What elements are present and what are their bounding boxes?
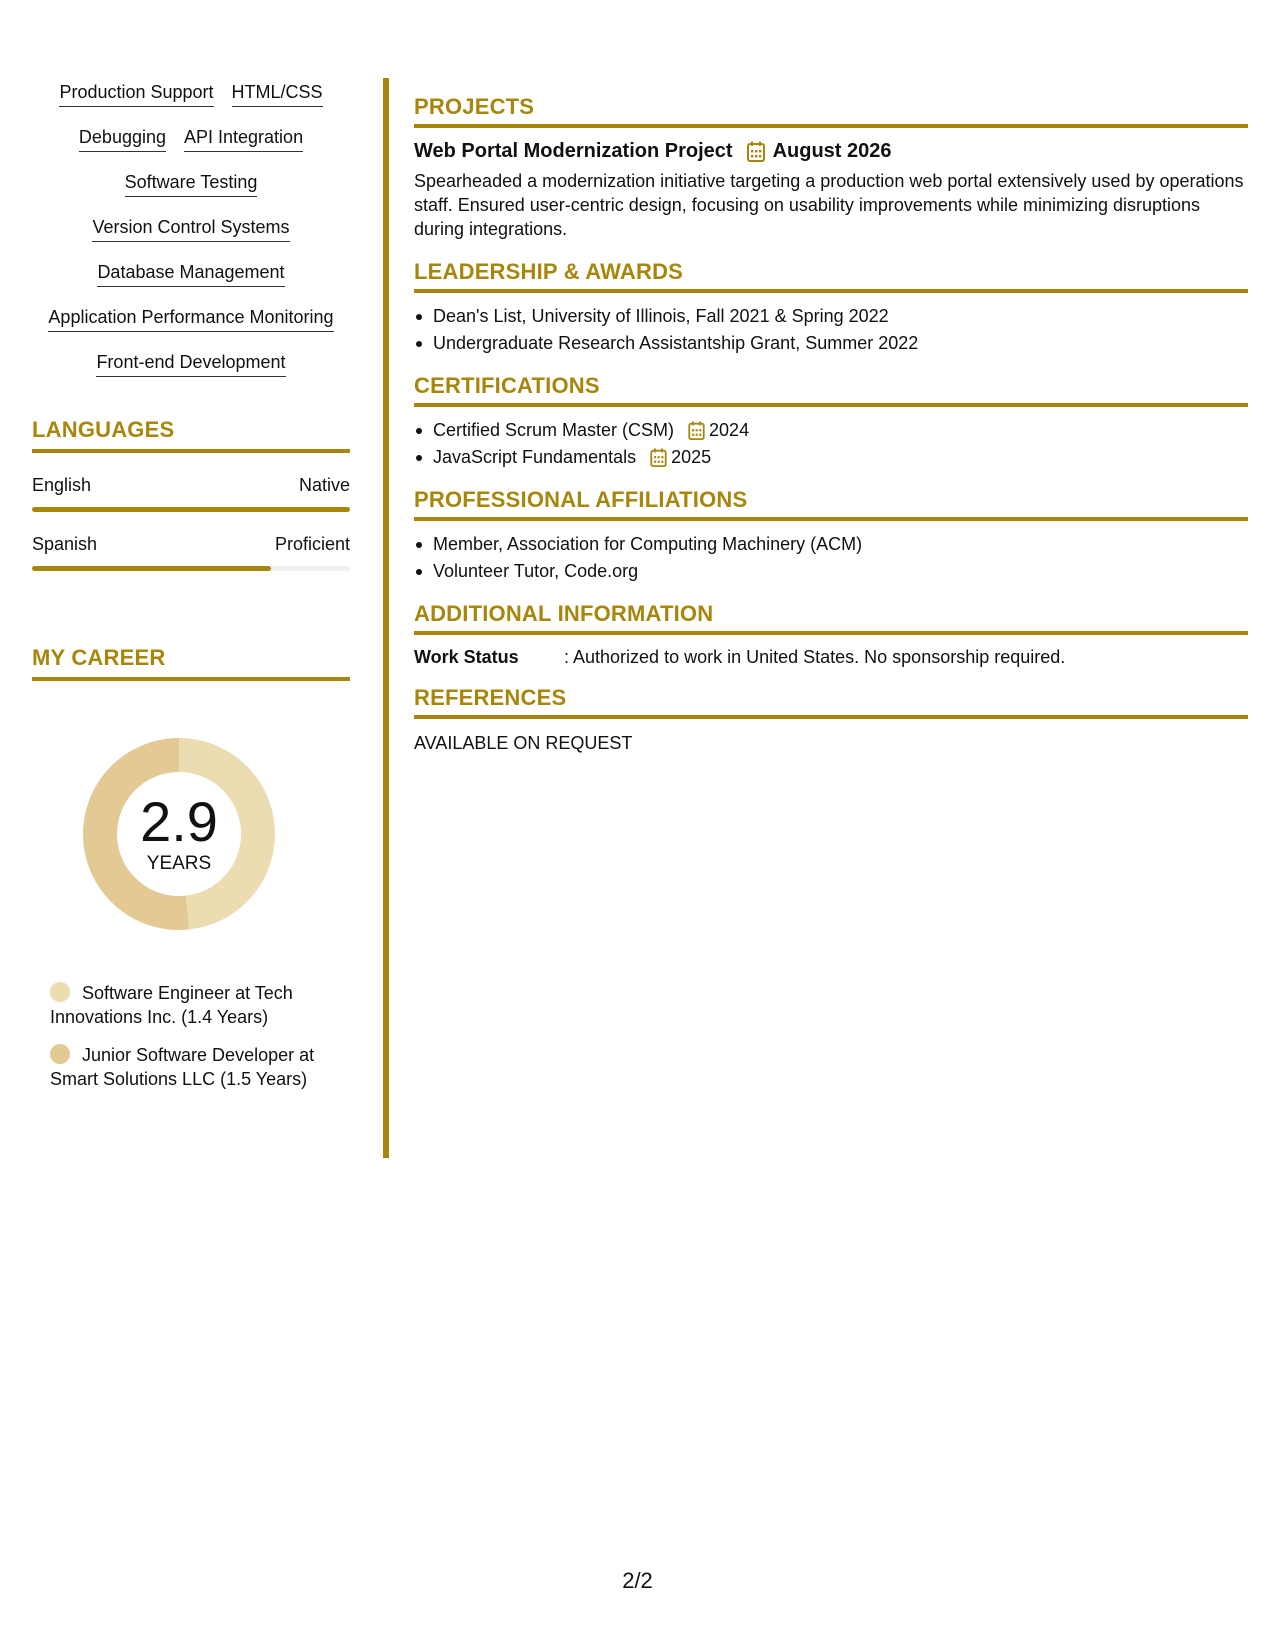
project-title-row bbox=[414, 138, 1248, 164]
sidebar bbox=[32, 80, 350, 1105]
language-name: Spanish bbox=[32, 534, 98, 554]
skills-row bbox=[32, 260, 350, 305]
project-date: August 2026 bbox=[772, 140, 892, 162]
page-number: 2/2 bbox=[622, 1568, 653, 1593]
skills-row bbox=[32, 305, 350, 350]
certifications-list bbox=[414, 417, 1248, 471]
leadership-list bbox=[414, 303, 1248, 357]
certifications-heading: CERTIFICATIONS bbox=[414, 373, 1248, 407]
work-status-label: Work Status bbox=[414, 647, 519, 667]
list-item: Volunteer Tutor, Code.org bbox=[414, 558, 1248, 585]
career-legend-item bbox=[50, 981, 335, 1029]
career-section bbox=[32, 645, 350, 1091]
affiliations-heading: PROFESSIONAL AFFILIATIONS bbox=[414, 487, 1248, 521]
career-total-value: 2.9 bbox=[140, 790, 218, 853]
certification-name: Certified Scrum Master (CSM) bbox=[433, 420, 675, 440]
column-divider bbox=[383, 78, 389, 1158]
list-item bbox=[414, 417, 1248, 444]
projects-heading: PROJECTS bbox=[414, 94, 1248, 128]
skills-row bbox=[32, 170, 350, 215]
skills-row bbox=[32, 215, 350, 260]
project-description: Spearheaded a modernization initiative targeting a production web portal extensively used by operations staff. Ensured user-centric design, focusing on usability improvements while minimizing disruptions during integrations. bbox=[414, 171, 1244, 239]
references-text: AVAILABLE ON REQUEST bbox=[414, 733, 633, 753]
skills-row bbox=[32, 125, 350, 170]
list-item bbox=[414, 444, 1248, 471]
list-item: Member, Association for Computing Machinery (ACM) bbox=[414, 531, 1248, 558]
skill-tag: Application Performance Monitoring bbox=[48, 305, 333, 332]
languages-heading: LANGUAGES bbox=[32, 417, 350, 453]
skill-tag: API Integration bbox=[184, 125, 303, 152]
legend-label: Software Engineer at Tech Innovations Inc. (1.4 Years) bbox=[50, 983, 293, 1027]
skill-tag: Debugging bbox=[79, 125, 166, 152]
legend-label: Junior Software Developer at Smart Solutions LLC (1.5 Years) bbox=[50, 1045, 315, 1089]
career-heading: MY CAREER bbox=[32, 645, 350, 681]
language-proficiency-bar bbox=[32, 566, 350, 571]
language-proficiency-fill bbox=[32, 566, 271, 571]
skills-row bbox=[32, 350, 350, 395]
career-legend bbox=[32, 981, 350, 1091]
skill-tag: Production Support bbox=[59, 80, 213, 107]
additional-info-section bbox=[414, 601, 1248, 669]
affiliations-list bbox=[414, 531, 1248, 585]
language-level: Proficient bbox=[274, 534, 350, 554]
calendar-icon bbox=[650, 448, 667, 467]
career-total-unit: YEARS bbox=[146, 853, 212, 874]
language-item bbox=[32, 532, 350, 571]
certifications-section bbox=[414, 373, 1248, 471]
list-item: Undergraduate Research Assistantship Grant, Summer 2022 bbox=[414, 330, 1248, 357]
skill-tag: Software Testing bbox=[125, 170, 258, 197]
certification-year: 2024 bbox=[709, 420, 750, 440]
work-status-value: : Authorized to work in United States. No sponsorship required. bbox=[564, 647, 1066, 667]
calendar-icon bbox=[747, 141, 765, 162]
career-legend-item bbox=[50, 1043, 335, 1091]
references-heading: REFERENCES bbox=[414, 685, 1248, 719]
references-section bbox=[414, 685, 1248, 755]
certification-year: 2025 bbox=[671, 447, 712, 467]
work-status-row bbox=[414, 645, 1248, 669]
calendar-icon bbox=[688, 421, 705, 440]
legend-dot bbox=[50, 982, 70, 1002]
skills-list bbox=[32, 80, 350, 395]
list-item: Dean's List, University of Illinois, Fall 2021 & Spring 2022 bbox=[414, 303, 1248, 330]
additional-info-heading: ADDITIONAL INFORMATION bbox=[414, 601, 1248, 635]
skill-tag: Front-end Development bbox=[96, 350, 285, 377]
language-name: English bbox=[32, 475, 92, 495]
project-title: Web Portal Modernization Project bbox=[414, 140, 733, 162]
leadership-heading: LEADERSHIP & AWARDS bbox=[414, 259, 1248, 293]
leadership-section bbox=[414, 259, 1248, 357]
main-content bbox=[414, 94, 1248, 771]
language-item bbox=[32, 473, 350, 512]
projects-section bbox=[414, 94, 1248, 241]
skill-tag: HTML/CSS bbox=[232, 80, 323, 107]
language-proficiency-fill bbox=[32, 507, 350, 512]
language-level: Native bbox=[298, 475, 350, 495]
skills-row bbox=[32, 80, 350, 125]
language-proficiency-bar bbox=[32, 507, 350, 512]
certification-name: JavaScript Fundamentals bbox=[433, 447, 637, 467]
career-donut-chart bbox=[66, 721, 292, 947]
skill-tag: Version Control Systems bbox=[92, 215, 289, 242]
skill-tag: Database Management bbox=[97, 260, 284, 287]
affiliations-section bbox=[414, 487, 1248, 585]
languages-section bbox=[32, 417, 350, 571]
legend-dot bbox=[50, 1044, 70, 1064]
